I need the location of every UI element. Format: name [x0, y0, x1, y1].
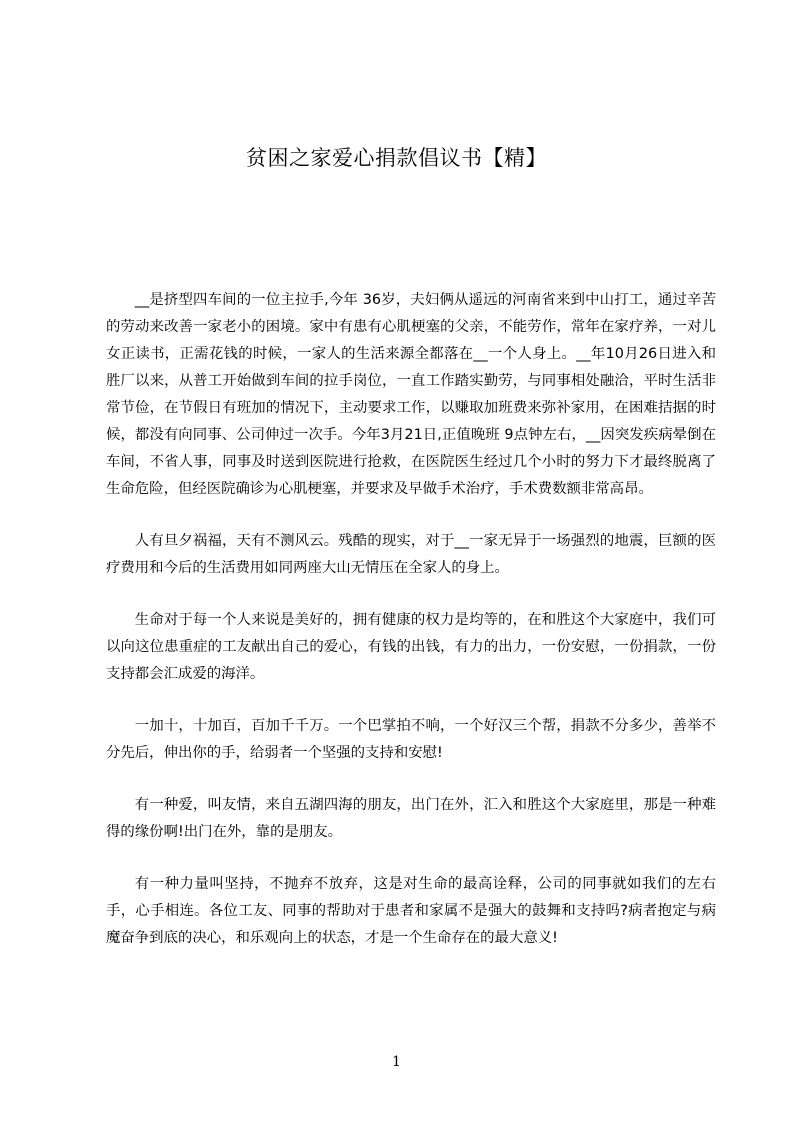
paragraph: 有一种力量叫坚持，不抛弃不放弃，这是对生命的最高诠释，公司的同事就如我们的左右手，心手相连。各位工友、同事的帮助对于患者和家属不是强大的鼓舞和支持吗?病者抱定与病魔奋争到底的决心，和乐观向上的状态，才是一个生命存在的最大意义! [106, 876, 716, 946]
document-body [106, 287, 716, 952]
paragraph: 人有旦夕祸福，天有不测风云。残酷的现实，对于__一家无异于一场强烈的地震，巨额的医疗费用和今后的生活费用如同两座大山无情压在全家人的身上。 [106, 533, 716, 576]
page-number: 1 [392, 1054, 401, 1070]
paragraph: 有一种爱，叫友情，来自五湖四海的朋友，出门在外，汇入和胜这个大家庭里，那是一种难得的缘份啊!出门在外，靠的是朋友。 [106, 797, 716, 840]
paragraph: 一加十，十加百，百加千千万。一个巴掌拍不响，一个好汉三个帮，捐款不分多少，善举不分先后，伸出你的手，给弱者一个坚强的支持和安慰! [106, 718, 716, 761]
paragraph: 生命对于每一个人来说是美好的，拥有健康的权力是均等的，在和胜这个大家庭中，我们可以向这位患重症的工友献出自己的爱心，有钱的出钱，有力的出力，一份安慰，一份捐款，一份支持都会汇成爱的海洋。 [106, 612, 716, 682]
document-title: 贫困之家爱心捐款倡议书【精】 [246, 146, 547, 170]
paragraph: __是挤型四车间的一位主拉手,今年 36岁，夫妇俩从遥远的河南省来到中山打工，通过辛苦的劳动来改善一家老小的困境。家中有患有心肌梗塞的父亲，不能劳作，常年在家疗养，一对儿女正读书，正需花钱的时候，一家人的生活来源全都落在__一个人身上。__年10月26日进入和胜厂以来，从普工开始做到车间的拉手岗位，一直工作踏实勤劳，与同事相处融洽，平时生活非常节俭，在节假日有班加的情况下，主动要求工作，以赚取加班费来弥补家用，在困难拮据的时候，都没有向同事、公司伸过一次手。今年3月21日,正值晚班 9点钟左右，__因突发疾病晕倒在车间，不省人事，同事及时送到医院进行抢救，在医院医生经过几个小时的努力下才最终脱离了生命危险，但经医院确诊为心肌梗塞，并要求及早做手术治疗，手术费数额非常高昂。 [106, 292, 716, 497]
